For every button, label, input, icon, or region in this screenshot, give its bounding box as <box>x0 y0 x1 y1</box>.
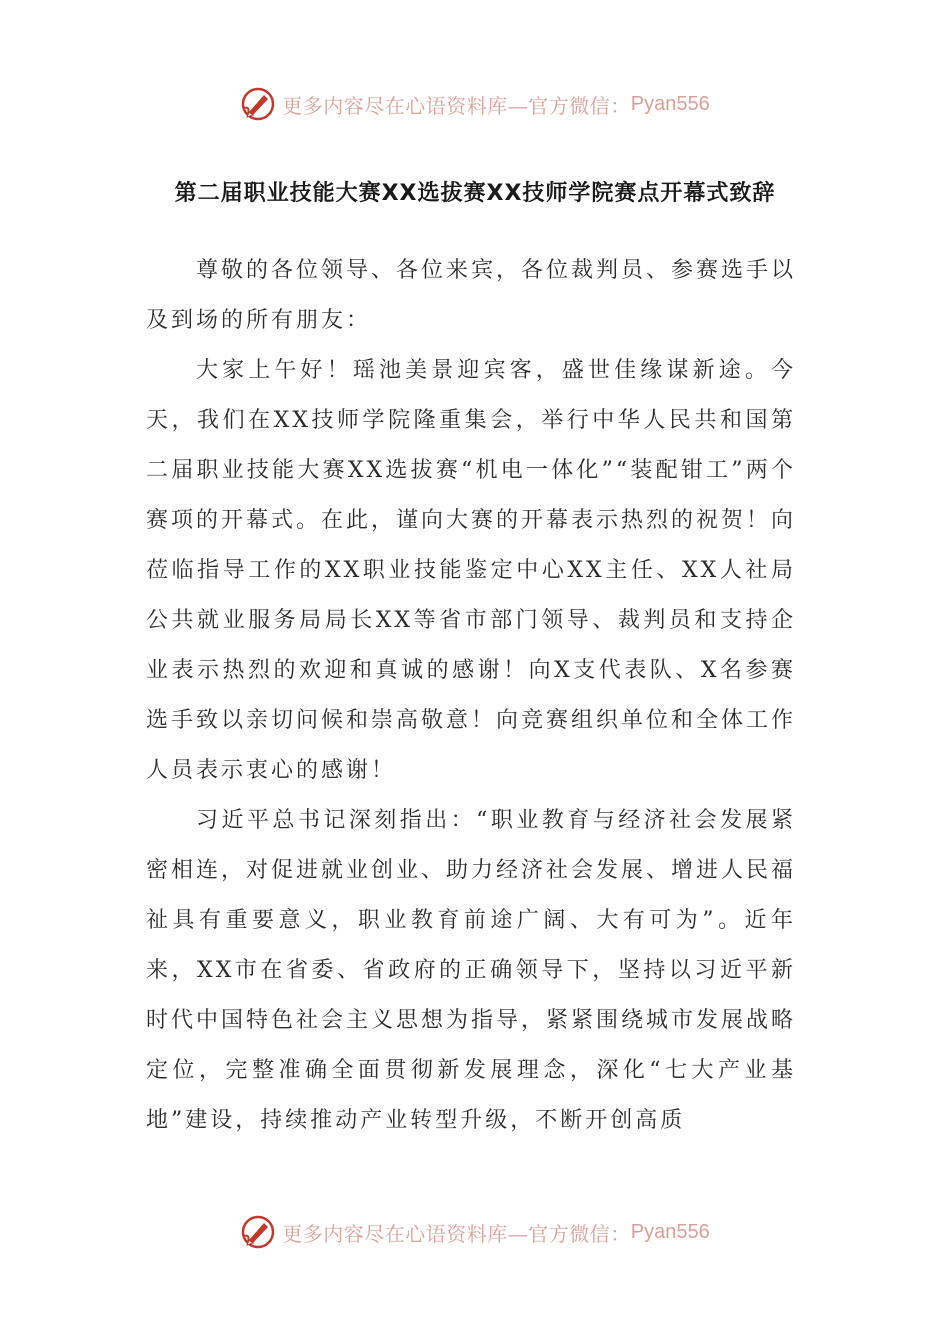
watermark-wechat-id: Pyan556 <box>630 92 710 115</box>
paragraph-salutation: 尊敬的各位领导、各位来宾，各位裁判员、参赛选手以及到场的所有朋友： <box>146 258 797 333</box>
watermark-wechat-id: Pyan556 <box>630 1220 710 1243</box>
paragraph-quote: 习近平总书记深刻指出：“职业教育与经济社会发展紧密相连，对促进就业创业、助力经济社会发展、增进人民福祉具有重要意义，职业教育前途广阔、大有可为”。近年来，XX市在省委、省政府的正确领导下，坚持以习近平新时代中国特色社会主义思想为指导，紧紧围绕城市发展战略定位，完整准确全面贯彻新发展理念，深化“七大产业基地”建设，持续推动产业转型升级，不断开创高质 <box>146 808 797 1133</box>
pen-circle-logo-icon <box>240 86 276 122</box>
watermark-banner-top <box>0 84 950 124</box>
paragraph-greeting: 大家上午好！瑶池美景迎宾客，盛世佳缘谋新途。今天，我们在XX技师学院隆重集会，举行中华人民共和国第二届职业技能大赛XX选拔赛“机电一体化”“装配钳工”两个赛项的开幕式。在此，谨向大赛的开幕表示热烈的祝贺！向莅临指导工作的XX职业技能鉴定中心XX主任、XX人社局公共就业服务局局长XX等省市部门领导、裁判员和支持企业表示热烈的欢迎和真诚的感谢！向X支代表队、X名参赛选手致以亲切问候和崇高敬意！向竞赛组织单位和全体工作人员表示衷心的感谢！ <box>146 358 797 783</box>
watermark-banner-bottom <box>0 1212 950 1252</box>
document-title: 第二届职业技能大赛XX选拔赛XX技师学院赛点开幕式致辞 <box>174 181 776 206</box>
document-body <box>146 246 796 1146</box>
pen-circle-logo-icon <box>240 1214 276 1250</box>
watermark-text: 更多内容尽在心语资料库—官方微信： <box>282 93 631 118</box>
watermark-text: 更多内容尽在心语资料库—官方微信： <box>282 1221 631 1246</box>
